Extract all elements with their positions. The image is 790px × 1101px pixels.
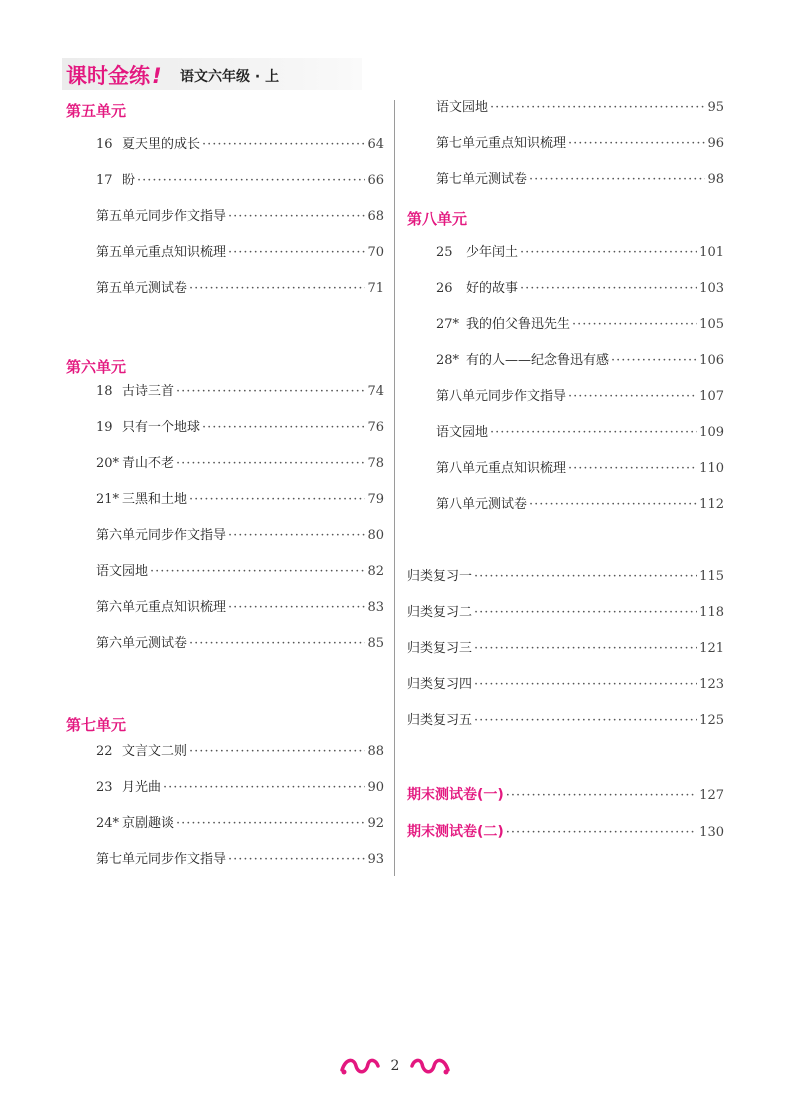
leader-dots <box>520 244 697 262</box>
entry-title: 夏天里的成长 <box>122 137 201 152</box>
leader-dots <box>474 640 697 658</box>
page-ref: 79 <box>367 492 384 507</box>
leader-dots <box>189 743 365 761</box>
toc-entry[interactable] <box>407 604 724 622</box>
page-ref: 103 <box>699 281 724 296</box>
page-ref: 121 <box>699 641 724 656</box>
page-ref: 106 <box>699 353 724 368</box>
column-divider <box>394 100 395 876</box>
entry-title: 少年闰土 <box>466 245 519 260</box>
leader-dots <box>506 787 697 805</box>
leader-dots <box>150 563 365 581</box>
leader-dots <box>520 280 697 298</box>
brand-mark: ! <box>152 64 162 88</box>
leader-dots <box>163 779 365 797</box>
toc-entry[interactable] <box>96 851 384 869</box>
left-ornament-icon <box>340 1056 380 1078</box>
page-ref: 127 <box>699 788 724 803</box>
toc-entry[interactable] <box>436 99 724 117</box>
page-ref: 118 <box>699 605 724 620</box>
brand-logo <box>66 60 162 90</box>
page-ref: 101 <box>699 245 724 260</box>
leader-dots <box>568 135 705 153</box>
toc-entry[interactable] <box>407 568 724 586</box>
page-ref: 95 <box>707 100 724 115</box>
brand-name: 课时金练 <box>66 64 150 88</box>
leader-dots <box>202 136 365 154</box>
subject-label: 语文六年级 · 上 <box>180 69 280 85</box>
entry-title: 古诗三首 <box>122 384 175 399</box>
toc-entry[interactable] <box>96 208 384 226</box>
entry-title: 第六单元重点知识梳理 <box>96 600 227 615</box>
toc-entry[interactable] <box>436 388 724 406</box>
leader-dots <box>228 208 365 226</box>
leader-dots <box>176 383 365 401</box>
page-ref: 68 <box>367 209 384 224</box>
toc-entry[interactable] <box>96 563 384 581</box>
leader-dots <box>202 419 365 437</box>
unit-title: 第八单元 <box>407 210 468 228</box>
page-ref: 76 <box>367 420 384 435</box>
entry-title: 有的人——纪念鲁迅有感 <box>466 353 610 368</box>
toc-entry[interactable] <box>96 635 384 653</box>
toc-entry[interactable] <box>96 419 384 437</box>
toc-entry[interactable] <box>436 135 724 153</box>
toc-entry[interactable] <box>436 460 724 478</box>
toc-entry[interactable] <box>96 527 384 545</box>
lesson-number: 21* <box>96 492 120 507</box>
lesson-number: 24* <box>96 816 120 831</box>
entry-title: 只有一个地球 <box>122 420 201 435</box>
page-ref: 74 <box>367 384 384 399</box>
leader-dots <box>474 568 697 586</box>
entry-title: 我的伯父鲁迅先生 <box>466 317 571 332</box>
page-ref: 107 <box>699 389 724 404</box>
entry-title: 第七单元测试卷 <box>436 172 528 187</box>
page-number: 2 <box>390 1058 400 1074</box>
entry-title: 好的故事 <box>466 281 519 296</box>
leader-dots <box>568 388 697 406</box>
entry-title: 语文园地 <box>436 100 489 115</box>
page-ref: 92 <box>367 816 384 831</box>
toc-entry[interactable] <box>436 316 724 334</box>
page-ref: 64 <box>367 137 384 152</box>
page-ref: 88 <box>367 744 384 759</box>
entry-title: 文言文二则 <box>122 744 188 759</box>
entry-title: 第八单元测试卷 <box>436 497 528 512</box>
leader-dots <box>490 424 697 442</box>
entry-title: 盼 <box>122 173 136 188</box>
leader-dots <box>176 455 365 473</box>
entry-title: 第五单元测试卷 <box>96 281 188 296</box>
lesson-number: 22 <box>96 744 113 759</box>
toc-entry[interactable] <box>96 599 384 617</box>
toc-entry[interactable] <box>96 491 384 509</box>
leader-dots <box>568 460 697 478</box>
toc-entry[interactable] <box>436 171 724 189</box>
leader-dots <box>529 496 697 514</box>
right-ornament-icon <box>410 1056 450 1078</box>
toc-entry[interactable] <box>436 424 724 442</box>
entry-title: 语文园地 <box>96 564 149 579</box>
leader-dots <box>189 635 365 653</box>
page-ref: 93 <box>367 852 384 867</box>
toc-entry[interactable] <box>96 136 384 154</box>
lesson-number: 27* <box>436 317 460 332</box>
toc-entry[interactable] <box>436 244 724 262</box>
entry-title: 三黑和土地 <box>122 492 188 507</box>
leader-dots <box>529 171 705 189</box>
entry-title: 归类复习四 <box>407 677 473 692</box>
page-ref: 125 <box>699 713 724 728</box>
leader-dots <box>572 316 697 334</box>
lesson-number: 25 <box>436 245 453 260</box>
page-ref: 80 <box>367 528 384 543</box>
entry-title: 青山不老 <box>122 456 175 471</box>
page-ref: 82 <box>367 564 384 579</box>
toc-entry[interactable] <box>436 496 724 514</box>
leader-dots <box>228 244 365 262</box>
unit-title: 第六单元 <box>66 358 127 376</box>
lesson-number: 16 <box>96 137 113 152</box>
entry-title: 第七单元重点知识梳理 <box>436 136 567 151</box>
entry-title: 归类复习一 <box>407 569 473 584</box>
entry-title: 归类复习三 <box>407 641 473 656</box>
toc-entry[interactable] <box>407 640 724 658</box>
entry-title: 第八单元重点知识梳理 <box>436 461 567 476</box>
entry-title: 月光曲 <box>122 780 162 795</box>
leader-dots <box>228 851 365 869</box>
leader-dots <box>506 824 697 842</box>
leader-dots <box>490 99 705 117</box>
page-ref: 78 <box>367 456 384 471</box>
entry-title: 第六单元同步作文指导 <box>96 528 227 543</box>
toc-entry[interactable] <box>407 712 724 730</box>
leader-dots <box>228 527 365 545</box>
page-ref: 123 <box>699 677 724 692</box>
lesson-number: 19 <box>96 420 113 435</box>
toc-entry[interactable] <box>96 383 384 401</box>
lesson-number: 18 <box>96 384 113 399</box>
toc-entry[interactable] <box>96 779 384 797</box>
page-ref: 110 <box>699 461 724 476</box>
leader-dots <box>137 172 365 190</box>
entry-title: 第六单元测试卷 <box>96 636 188 651</box>
toc-entry[interactable] <box>407 786 724 804</box>
page-ref: 105 <box>699 317 724 332</box>
entry-title: 第五单元重点知识梳理 <box>96 245 227 260</box>
entry-title: 期末测试卷(二) <box>407 824 504 840</box>
entry-title: 语文园地 <box>436 425 489 440</box>
lesson-number: 26 <box>436 281 453 296</box>
toc-entry[interactable] <box>96 815 384 833</box>
page-ref: 83 <box>367 600 384 615</box>
page-ref: 90 <box>367 780 384 795</box>
toc-entry[interactable] <box>96 743 384 761</box>
entry-title: 第八单元同步作文指导 <box>436 389 567 404</box>
leader-dots <box>189 280 365 298</box>
toc-entry[interactable] <box>407 823 724 841</box>
lesson-number: 20* <box>96 456 120 471</box>
leader-dots <box>611 352 697 370</box>
leader-dots <box>228 599 365 617</box>
toc-entry[interactable] <box>96 455 384 473</box>
unit-title: 第五单元 <box>66 102 127 120</box>
page-footer <box>340 1054 450 1080</box>
toc-entry[interactable] <box>407 676 724 694</box>
page-ref: 98 <box>707 172 724 187</box>
page-ref: 70 <box>367 245 384 260</box>
toc-entry[interactable] <box>96 280 384 298</box>
unit-title: 第七单元 <box>66 716 127 734</box>
entry-title: 期末测试卷(一) <box>407 787 504 803</box>
page-ref: 115 <box>699 569 724 584</box>
entry-title: 京剧趣谈 <box>122 816 175 831</box>
page-ref: 85 <box>367 636 384 651</box>
toc-entry[interactable] <box>96 172 384 190</box>
page-ref: 112 <box>699 497 724 512</box>
header-bar <box>62 58 362 90</box>
page-ref: 130 <box>699 825 724 840</box>
page-ref: 109 <box>699 425 724 440</box>
leader-dots <box>176 815 365 833</box>
lesson-number: 28* <box>436 353 460 368</box>
toc-entry[interactable] <box>436 352 724 370</box>
leader-dots <box>474 604 697 622</box>
entry-title: 归类复习五 <box>407 713 473 728</box>
page-ref: 66 <box>367 173 384 188</box>
lesson-number: 17 <box>96 173 113 188</box>
page-ref: 96 <box>707 136 724 151</box>
page-ref: 71 <box>367 281 384 296</box>
leader-dots <box>474 712 697 730</box>
entry-title: 归类复习二 <box>407 605 473 620</box>
toc-entry[interactable] <box>96 244 384 262</box>
toc-entry[interactable] <box>436 280 724 298</box>
entry-title: 第五单元同步作文指导 <box>96 209 227 224</box>
leader-dots <box>189 491 365 509</box>
leader-dots <box>474 676 697 694</box>
lesson-number: 23 <box>96 780 113 795</box>
entry-title: 第七单元同步作文指导 <box>96 852 227 867</box>
